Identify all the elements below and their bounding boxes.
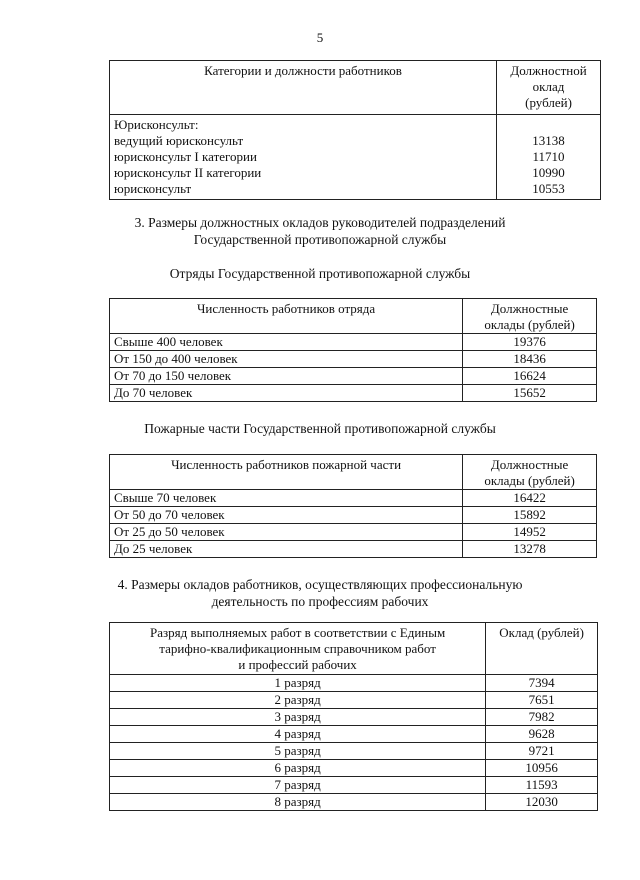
salary-value: 10956 xyxy=(486,760,598,777)
grade-cell: 6 разряд xyxy=(110,760,486,777)
salary-column-header xyxy=(463,299,597,334)
heading-line: 4. Размеры окладов работников, осуществляющих профессиональную xyxy=(117,577,523,592)
salary-value: 19376 xyxy=(463,334,597,351)
table-header-row xyxy=(110,623,598,675)
salary-column-header xyxy=(463,455,597,490)
salary-value: 16624 xyxy=(463,368,597,385)
staff-count-column-header: Численность работников отряда xyxy=(110,299,463,334)
salary-values-cell xyxy=(497,115,601,200)
salary-column-header: Оклад (рублей) xyxy=(486,623,598,675)
table-row xyxy=(110,368,597,385)
grade-cell: 1 разряд xyxy=(110,675,486,692)
fire-units-subheading: Пожарные части Государственной противопожарной службы xyxy=(144,421,496,436)
salary-value: 7394 xyxy=(486,675,598,692)
table-row xyxy=(110,385,597,402)
salary-column-header xyxy=(497,61,601,115)
salary-value: 9628 xyxy=(486,726,598,743)
salary-value: 10553 xyxy=(532,181,565,196)
salary-value: 11710 xyxy=(532,149,565,164)
grade-column-header xyxy=(110,623,486,675)
staff-count-cell: Свыше 70 человек xyxy=(110,490,463,507)
worker-grades-salary-table xyxy=(109,622,598,811)
table-row xyxy=(110,760,598,777)
table-row xyxy=(110,490,597,507)
heading-line: Государственной противопожарной службы xyxy=(193,232,447,247)
table-row xyxy=(110,726,598,743)
heading-line: деятельность по профессиям рабочих xyxy=(211,594,429,609)
table-row xyxy=(110,541,597,558)
staff-count-cell: От 50 до 70 человек xyxy=(110,507,463,524)
header-line: оклады (рублей) xyxy=(484,473,575,488)
table-row xyxy=(110,351,597,368)
table-row xyxy=(110,524,597,541)
grade-cell: 5 разряд xyxy=(110,743,486,760)
staff-count-column-header: Численность работников пожарной части xyxy=(110,455,463,490)
salary-value: 12030 xyxy=(486,794,598,811)
table-row xyxy=(110,743,598,760)
header-line: и профессий рабочих xyxy=(238,657,357,672)
table-header-row xyxy=(110,299,597,334)
table-row xyxy=(110,709,598,726)
table-row xyxy=(110,794,598,811)
table-row xyxy=(110,675,598,692)
header-line: Должностной xyxy=(510,63,587,78)
position-name: юрисконсульт xyxy=(114,181,192,196)
position-name: ведущий юрисконсульт xyxy=(114,133,244,148)
staff-count-cell: От 70 до 150 человек xyxy=(110,368,463,385)
page-number: 5 xyxy=(316,30,324,45)
grade-cell: 7 разряд xyxy=(110,777,486,794)
salary-value: 15892 xyxy=(463,507,597,524)
position-name: юрисконсульт I категории xyxy=(114,149,257,164)
salary-value: 11593 xyxy=(486,777,598,794)
legal-counsel-salary-table xyxy=(109,60,601,200)
salary-value: 18436 xyxy=(463,351,597,368)
staff-count-cell: До 70 человек xyxy=(110,385,463,402)
table-row xyxy=(110,777,598,794)
staff-count-cell: До 25 человек xyxy=(110,541,463,558)
salary-value: 13278 xyxy=(463,541,597,558)
grade-cell: 8 разряд xyxy=(110,794,486,811)
fire-units-salary-table xyxy=(109,454,597,558)
table-row xyxy=(110,507,597,524)
section-4-heading xyxy=(0,576,640,610)
table-row xyxy=(110,692,598,709)
group-label: Юрисконсульт: xyxy=(114,117,199,132)
salary-value: 16422 xyxy=(463,490,597,507)
salary-value: 7651 xyxy=(486,692,598,709)
heading-line: 3. Размеры должностных окладов руководителей подразделений xyxy=(134,215,506,230)
salary-value: 14952 xyxy=(463,524,597,541)
detachments-salary-table xyxy=(109,298,597,402)
table-body-row xyxy=(110,115,601,200)
category-column-header: Категории и должности работников xyxy=(110,61,497,115)
header-line: Должностные xyxy=(490,301,569,316)
salary-value: 10990 xyxy=(532,165,565,180)
table-header-row xyxy=(110,455,597,490)
staff-count-cell: От 150 до 400 человек xyxy=(110,351,463,368)
header-line: Разряд выполняемых работ в соответствии с Единым xyxy=(149,625,446,640)
header-line: оклады (рублей) xyxy=(484,317,575,332)
table-header-row xyxy=(110,61,601,115)
salary-value: 9721 xyxy=(486,743,598,760)
grade-cell: 4 разряд xyxy=(110,726,486,743)
detachments-subheading: Отряды Государственной противопожарной службы xyxy=(169,266,471,281)
grade-cell: 2 разряд xyxy=(110,692,486,709)
staff-count-cell: От 25 до 50 человек xyxy=(110,524,463,541)
section-3-heading xyxy=(0,214,640,248)
table-row xyxy=(110,334,597,351)
staff-count-cell: Свыше 400 человек xyxy=(110,334,463,351)
salary-value: 7982 xyxy=(486,709,598,726)
header-line: оклад xyxy=(532,79,565,94)
salary-value: 15652 xyxy=(463,385,597,402)
grade-cell: 3 разряд xyxy=(110,709,486,726)
header-line: тарифно-квалификационным справочником работ xyxy=(159,641,436,656)
position-names-cell xyxy=(110,115,497,200)
salary-value: 13138 xyxy=(532,133,565,148)
position-name: юрисконсульт II категории xyxy=(114,165,262,180)
header-line: Должностные xyxy=(490,457,569,472)
header-line: (рублей) xyxy=(525,95,572,110)
